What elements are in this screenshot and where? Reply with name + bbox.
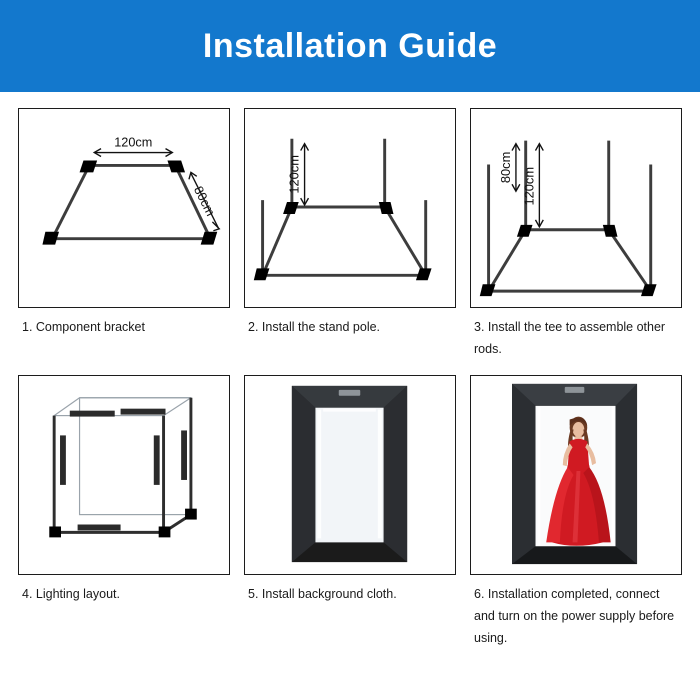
step-cell-4 bbox=[18, 375, 230, 656]
step-caption-1: 1. Component bracket bbox=[22, 320, 145, 334]
step-cell-2 bbox=[244, 108, 456, 371]
page-title: Installation Guide bbox=[202, 26, 498, 65]
step-figure-3 bbox=[470, 108, 682, 308]
page-header bbox=[0, 0, 700, 92]
step-cell-1 bbox=[18, 108, 230, 371]
dim-label-80: 80cm bbox=[498, 151, 514, 184]
background-cloth-diagram bbox=[245, 376, 455, 574]
dim-label-120: 120cm bbox=[521, 166, 537, 206]
step-caption-5: 5. Install background cloth. bbox=[248, 587, 397, 601]
step-caption-6: 6. Installation completed, connect and turn on the power supply before using. bbox=[474, 587, 675, 645]
step-caption-2: 2. Install the stand pole. bbox=[248, 320, 381, 334]
dim-label-120: 120cm bbox=[114, 134, 153, 150]
tee-assembly-diagram bbox=[471, 109, 681, 307]
step-caption-3: 3. Install the tee to assemble other rods. bbox=[474, 320, 666, 356]
dim-label-120: 120cm bbox=[286, 155, 302, 194]
step-figure-2 bbox=[244, 108, 456, 308]
steps-grid bbox=[0, 92, 700, 656]
bracket-diagram bbox=[19, 109, 229, 307]
step-cell-6 bbox=[470, 375, 682, 656]
step-figure-6 bbox=[470, 375, 682, 575]
step-cell-3 bbox=[470, 108, 682, 371]
stand-pole-diagram bbox=[245, 109, 455, 307]
completed-setup-photo bbox=[471, 376, 681, 574]
step-figure-1 bbox=[18, 108, 230, 308]
step-figure-4 bbox=[18, 375, 230, 575]
step-cell-5 bbox=[244, 375, 456, 656]
step-figure-5 bbox=[244, 375, 456, 575]
dim-label-80: 80cm bbox=[190, 183, 219, 219]
lighting-layout-diagram bbox=[19, 376, 229, 574]
step-caption-4: 4. Lighting layout. bbox=[22, 587, 120, 601]
